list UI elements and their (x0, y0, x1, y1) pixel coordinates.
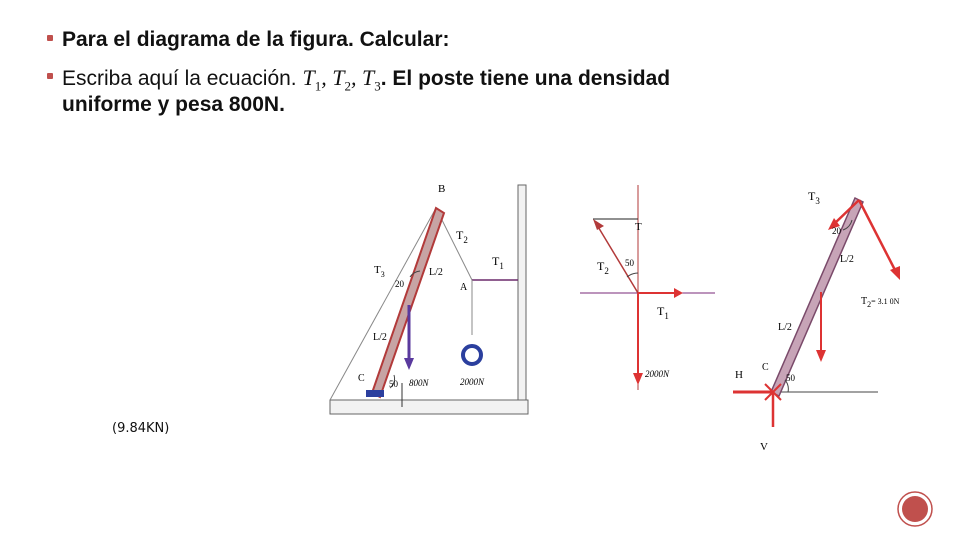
label-t2: $T_2^{= 3.1 0N}$ (861, 296, 900, 309)
label-t1: $T_1$ (492, 254, 504, 271)
label-a: A (460, 282, 468, 293)
figure-fbd-point-a (575, 185, 720, 395)
label-t1: $T_1$ (657, 304, 669, 321)
answer-note: (9.84KN) (112, 421, 170, 436)
title-text: Para el diagrama de la figura. Calcular: (62, 28, 450, 51)
pole (372, 208, 444, 397)
wall (518, 185, 526, 400)
bullet-2 (47, 73, 53, 79)
label-50: 50 (786, 373, 795, 383)
label-t3: $T_3$ (374, 264, 385, 279)
label-20: 20 (395, 279, 404, 289)
label-v: V (760, 441, 768, 453)
weight-2000n (463, 346, 481, 364)
label-h: H (735, 369, 743, 381)
label-2000n: 2000N (645, 369, 670, 379)
equation-vars: $T_1$, $T_2$, $T_3$ (302, 65, 381, 94)
label-800n: 800N (409, 378, 429, 388)
label-50: 50 (389, 379, 398, 389)
pole-base (366, 390, 384, 397)
label-c: C (762, 362, 769, 373)
problem-statement-cont: uniforme y pesa 800N. (62, 93, 285, 116)
bullet-1 (47, 35, 53, 41)
label-l2-upper: L/2 (840, 254, 854, 265)
arrow-t2 (859, 200, 896, 272)
label-50: 50 (625, 258, 634, 268)
label-c: C (358, 373, 365, 384)
figure-fbd-pole (728, 182, 923, 467)
pole (771, 198, 863, 396)
title-line-3 (62, 93, 285, 117)
equation-placeholder: Escriba aquí la ecuación. (62, 67, 297, 90)
label-20: 20 (832, 226, 841, 236)
label-t2: $T_2$ (597, 259, 609, 276)
label-t-ref: T (635, 221, 642, 233)
label-l2-lower: L/2 (778, 322, 792, 333)
figure-pole-system (320, 175, 535, 420)
slide-number-badge (896, 490, 934, 528)
label-t2: $T_2$ (456, 228, 468, 245)
label-b: B (438, 183, 446, 195)
floor (330, 400, 528, 414)
label-2000n: 2000N (460, 377, 485, 387)
problem-statement: . El poste tiene una densidad (380, 67, 671, 90)
label-t3: $T_3$ (808, 189, 820, 206)
title-line-1 (62, 28, 450, 52)
label-l2-upper: L/2 (429, 267, 443, 278)
label-l2-lower: L/2 (373, 332, 387, 343)
